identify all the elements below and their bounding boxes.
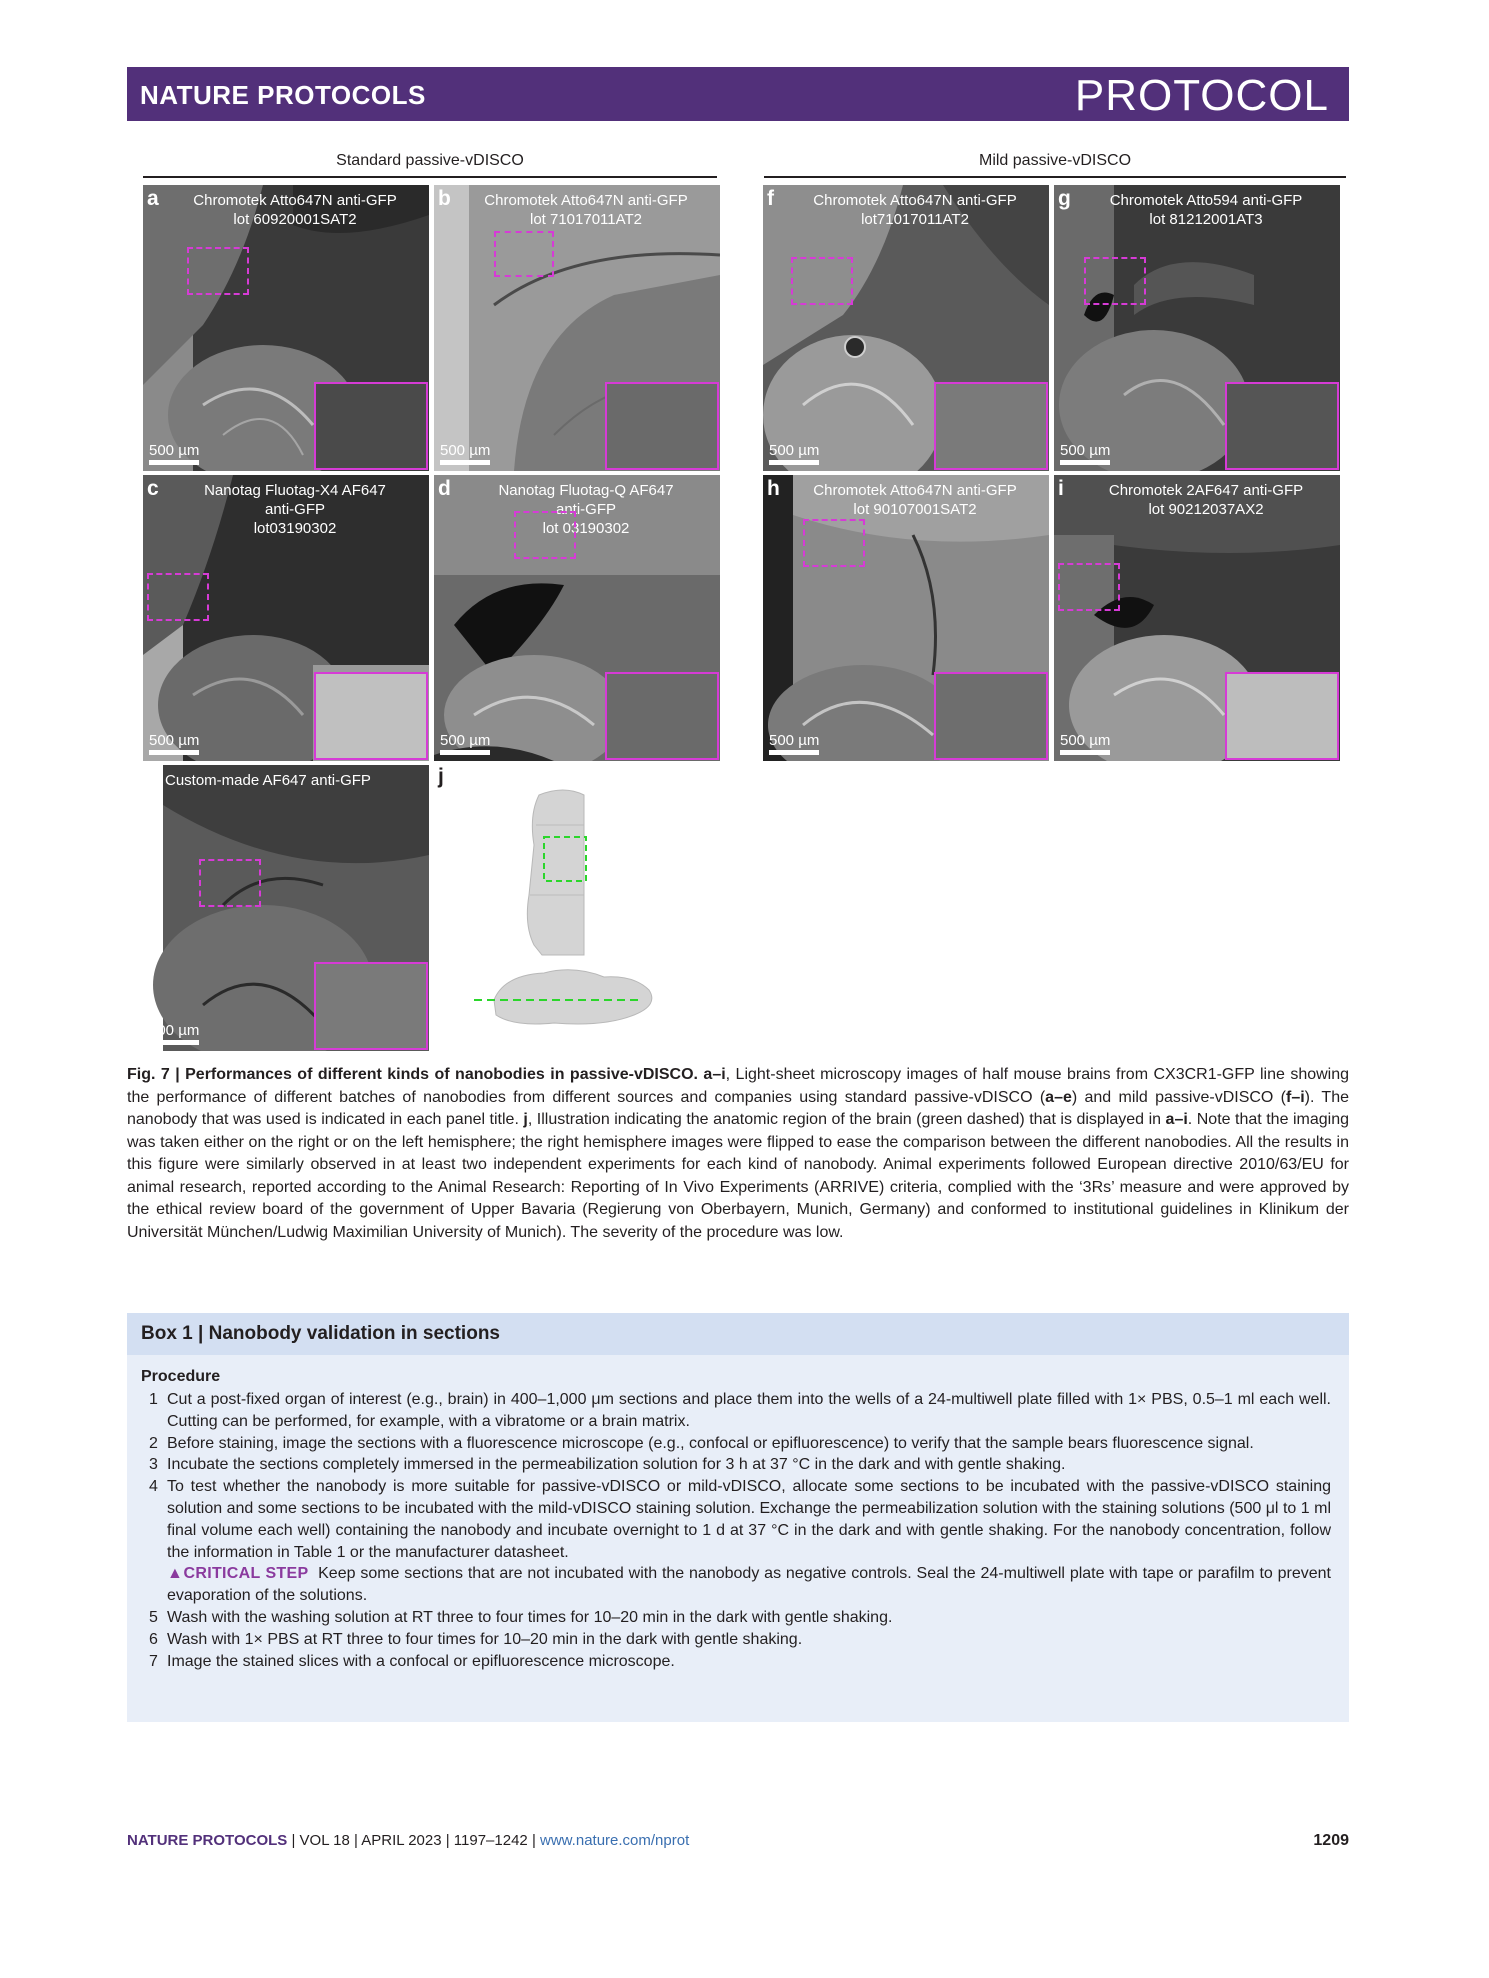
scale-bar (769, 460, 819, 465)
panel-letter: e (147, 767, 159, 790)
step-3: 3 Incubate the sections completely immersed in the permeabilization solution for 3 h at 37 °C in the dark and with gentle shaking. (149, 1456, 1066, 1474)
box-header (127, 1313, 1349, 1355)
scale-bar-label: 500 µm (149, 1022, 200, 1039)
scale-bar (440, 750, 490, 755)
panel-f (763, 185, 1049, 471)
caption-ref: a–e (1045, 1088, 1072, 1106)
page-footer (127, 1832, 1349, 1849)
panel-g (1054, 185, 1340, 471)
critical-step-label: ▲CRITICAL STEP (167, 1565, 309, 1583)
panel-i (1054, 475, 1340, 761)
right-section-rule (764, 176, 1346, 178)
step-7: 7 Image the stained slices with a confocal or epifluorescence microscope. (149, 1652, 675, 1670)
roi-dashed-box (187, 247, 249, 295)
zoom-inset (314, 672, 428, 760)
step-5: 5 Wash with the washing solution at RT three to four times for 10–20 min in the dark with gentle shaking. (149, 1608, 893, 1626)
zoom-inset (314, 382, 428, 470)
panel-letter: d (438, 477, 451, 500)
caption-text: . Note that the imaging was taken either on the right or on the left hemisphere; the right hemisphere images were flipped to ease the comparison between the different nanobodies. All the results in this figure were similarly observed in at least two independent experiments for each kind of nanobody. Animal experiments followed European directive 2010/63/EU for animal research, reported according to the Animal Research: Reporting of In Vivo Experiments (ARRIVE) criteria, complied with the ‘3Rs’ measure and were approved by the ethical review board of the government of Upper Bavaria (Regierung von Oberbayern, Munich, Germany) and conformed to institutional guidelines in Klinikum der Universität München/Ludwig Maximilian University of Munich). The severity of the procedure was low. (127, 1111, 1350, 1241)
panel-letter: a (147, 187, 159, 210)
roi-dashed-box (514, 511, 576, 559)
scale-bar-label: 500 µm (769, 442, 820, 459)
scale-bar-label: 500 µm (149, 442, 200, 459)
scale-bar-label: 500 µm (440, 732, 491, 749)
panel-title: Chromotek Atto594 anti-GFP lot 81212001AT3 (1109, 192, 1303, 228)
panel-letter: i (1058, 477, 1064, 500)
panel-e (143, 765, 429, 1051)
box-title: Box 1 | Nanobody validation in sections (141, 1323, 500, 1344)
scale-bar-label: 500 µm (440, 442, 491, 459)
panel-d (434, 475, 720, 761)
caption-ref: j (523, 1111, 528, 1128)
right-section-title: Mild passive-vDISCO (978, 152, 1132, 169)
scale-bar-label: 500 µm (149, 732, 200, 749)
caption-text: , Illustration indicating the anatomic region of the brain (green dashed) that is displayed in (527, 1111, 1166, 1128)
caption-text: ) and mild passive-vDISCO ( (1071, 1088, 1286, 1106)
procedure-steps (141, 1389, 1331, 1672)
panel-h (763, 475, 1049, 761)
panel-b (434, 185, 720, 471)
panel-title: Chromotek Atto647N anti-GFP lot 71017011AT2 (484, 192, 688, 228)
zoom-inset (314, 962, 428, 1050)
figure-caption (127, 1064, 1349, 1244)
panel-letter: j (438, 765, 444, 788)
scale-bar-label: 500 µm (1060, 442, 1111, 459)
panel-title: Nanotag Fluotag-X4 AF647 anti-GFP lot03190302 (204, 482, 386, 537)
roi-dashed-box (791, 257, 853, 305)
panel-letter: h (767, 477, 780, 500)
panel-j (434, 765, 720, 1051)
panel-title: Custom-made AF647 anti-GFP (165, 772, 371, 789)
zoom-inset (934, 382, 1048, 470)
panel-letter: c (147, 477, 159, 500)
scale-bar (769, 750, 819, 755)
journal-header (127, 67, 1349, 121)
panel-a (143, 185, 429, 471)
caption-ref: f–i (1285, 1088, 1305, 1106)
panel-letter: f (767, 187, 774, 210)
roi-dashed-box (803, 519, 865, 567)
footer-journal: NATURE PROTOCOLS (127, 1832, 288, 1849)
scale-bar (1060, 460, 1110, 465)
scale-bar (149, 460, 199, 465)
brain-illustration (434, 765, 720, 1051)
zoom-inset (605, 382, 719, 470)
caption-ref: a–i (697, 1066, 726, 1083)
journal-name: NATURE PROTOCOLS (140, 80, 426, 110)
footer-url[interactable]: www.nature.com/nprot (540, 1832, 690, 1849)
caption-ref: a–i (1165, 1111, 1188, 1128)
step-4: 4 To test whether the nanobody is more suitable for passive-vDISCO or mild-vDISCO, allocate some sections to be incubated with the passive-vDISCO staining solution and some sections to be incubated with the mild-vDISCO staining solution. Exchange the permeabilization solution with the staining solutions (500 μl to 1 ml final volume each well) containing the nanobody and incubate overnight to 1 d at 37 °C in the dark and with gentle shaking. For the nanobody concentration, follow the information in Table 1 or the manufacturer datasheet. ▲CRITICAL STEP Keep some sections that are not incubated with the nanobody as negative controls. Seal the 24-multiwell plate with tape or parafilm to prevent evaporation of the solutions. (149, 1478, 1332, 1605)
panel-title: Chromotek 2AF647 anti-GFP lot 90212037AX2 (1108, 482, 1304, 518)
caption-text: , Light-sheet microscopy images of half mouse brains from CX3CR1-GFP line showing the performance of different batches of nanobodies from different sources and companies using standard passive-vDISCO ( (127, 1066, 1350, 1106)
zoom-inset (1225, 382, 1339, 470)
left-section-title: Standard passive-vDISCO (336, 152, 524, 169)
zoom-inset (1225, 672, 1339, 760)
roi-dashed-box (199, 859, 261, 907)
panel-letter: b (438, 187, 451, 210)
page-number: 1209 (1313, 1832, 1349, 1849)
panel-title: Chromotek Atto647N anti-GFP lot 60920001SAT2 (193, 192, 397, 228)
article-type: PROTOCOL (1074, 71, 1329, 120)
zoom-inset (605, 672, 719, 760)
step-2: 2 Before staining, image the sections with a fluorescence microscope (e.g., confocal or epifluorescence) to verify that the sample bears fluorescence signal. (149, 1434, 1254, 1452)
caption-label: Fig. 7 | Performances of different kinds of nanobodies in passive-vDISCO. (127, 1066, 698, 1083)
caption-text: ). The nanobody that was used is indicated in each panel title. (127, 1088, 1350, 1128)
zoom-inset (934, 672, 1048, 760)
critical-step-text: Keep some sections that are not incubated with the nanobody as negative controls. Seal the 24-multiwell plate with tape or parafilm to prevent evaporation of the solutions. (167, 1565, 1332, 1605)
panel-title: Chromotek Atto647N anti-GFP lot 90107001SAT2 (813, 482, 1017, 518)
panel-c (143, 475, 429, 761)
roi-dashed-box (1058, 563, 1120, 611)
panel-title: Nanotag Fluotag-Q AF647 anti-GFP lot 03190302 (498, 482, 674, 537)
roi-dashed-box (147, 573, 209, 621)
procedure-label: Procedure (141, 1368, 221, 1385)
footer-info: | VOL 18 | APRIL 2023 | 1197–1242 | (287, 1832, 541, 1849)
scale-bar-label: 500 µm (1060, 732, 1111, 749)
scale-bar (149, 1040, 199, 1045)
panel-letter: g (1058, 187, 1071, 210)
scale-bar (440, 460, 490, 465)
scale-bar-label: 500 µm (769, 732, 820, 749)
step-1: 1 Cut a post-fixed organ of interest (e.g., brain) in 400–1,000 μm sections and place them into the wells of a 24-multiwell plate filled with 1× PBS, 0.5–1 ml each well. Cutting can be performed, for example, with a vibratome or a brain matrix. (149, 1391, 1331, 1430)
roi-dashed-box (494, 231, 554, 277)
panel-title: Chromotek Atto647N anti-GFP lot71017011AT2 (813, 192, 1017, 228)
scale-bar (149, 750, 199, 755)
step-6: 6 Wash with 1× PBS at RT three to four times for 10–20 min in the dark with gentle shaking. (149, 1630, 803, 1648)
box-1 (127, 1313, 1349, 1722)
scale-bar (1060, 750, 1110, 755)
left-section-rule (143, 176, 717, 178)
roi-dashed-box (1084, 257, 1146, 305)
